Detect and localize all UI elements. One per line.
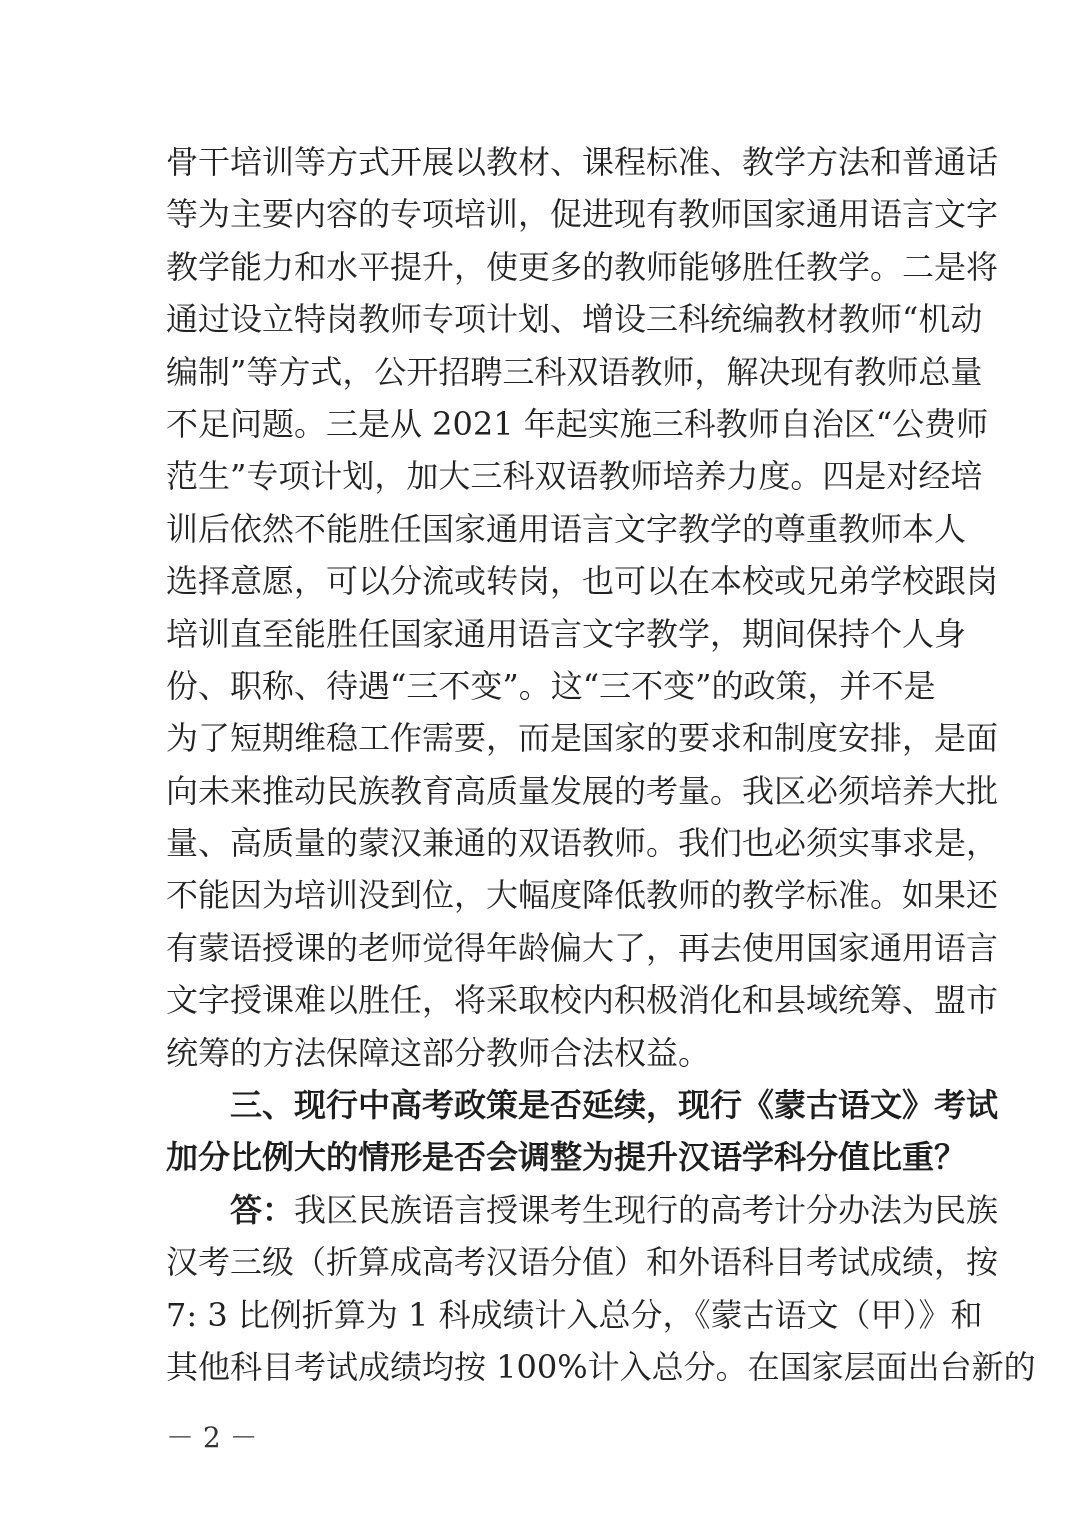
heading-text: 三、现行中高考政策是否延续，现行《蒙古语文》考试 (230, 1086, 999, 1125)
document-body (166, 136, 1036, 1393)
question-heading (166, 1079, 999, 1184)
text-line: 7: 3 比例折算为 1 科成绩计入总分，《蒙古语文（甲）》和 (166, 1295, 983, 1334)
text-line: 等为主要内容的专项培训，促进现有教师国家通用语言文字 (166, 195, 999, 234)
text-line: 范生”专项计划，加大三科双语教师培养力度。四是对经培 (166, 457, 983, 496)
text-line: 为了短期维稳工作需要，而是国家的要求和制度安排，是面 (166, 719, 999, 758)
text-line: 有蒙语授课的老师觉得年龄偏大了，再去使用国家通用语言 (166, 928, 999, 967)
text-line: 训后依然不能胜任国家通用语言文字教学的尊重教师本人 (166, 509, 967, 548)
text-line: 其他科目考试成绩均按 100%计入总分。在国家层面出台新的 (166, 1347, 1036, 1386)
text-line: 培训直至能胜任国家通用语言文字教学，期间保持个人身 (166, 614, 967, 653)
text-line: 向未来推动民族教育高质量发展的考量。我区必须培养大批 (166, 771, 999, 810)
text-line: 教学能力和水平提升，使更多的教师能够胜任教学。二是将 (166, 247, 999, 286)
heading-line (166, 1079, 999, 1131)
text-line: 文字授课难以胜任，将采取校内积极消化和县域统筹、盟市 (166, 981, 999, 1020)
paragraph-teacher-policy (166, 136, 999, 1079)
text-line: 量、高质量的蒙汉兼通的双语教师。我们也必须实事求是， (166, 824, 999, 863)
answer-paragraph (166, 1184, 1036, 1394)
text-line: 编制”等方式，公开招聘三科双语教师，解决现有教师总量 (166, 352, 983, 391)
answer-first-line (166, 1184, 999, 1236)
text-line: 不足问题。三是从 2021 年起实施三科教师自治区“公费师 (166, 404, 989, 443)
text-line: 统筹的方法保障这部分教师合法权益。 (166, 1033, 711, 1072)
page-number: － 2 － (166, 1421, 258, 1454)
answer-label: 答： (230, 1190, 295, 1229)
text-line: 汉考三级（折算成高考汉语分值）和外语科目考试成绩，按 (166, 1243, 999, 1282)
text-line: 通过设立特岗教师专项计划、增设三科统编教材教师“机动 (166, 300, 983, 339)
text-line: 不能因为培训没到位，大幅度降低教师的教学标准。如果还 (166, 876, 999, 915)
text-line: 骨干培训等方式开展以教材、课程标准、教学方法和普通话 (166, 143, 999, 181)
text-line: 选择意愿，可以分流或转岗，也可以在本校或兄弟学校跟岗 (166, 562, 999, 601)
heading-line: 加分比例大的情形是否会调整为提升汉语学科分值比重？ (166, 1138, 967, 1177)
text-line: 份、职称、待遇“三不变”。这“三不变”的政策，并不是 (166, 666, 936, 705)
answer-first-line-text: 我区民族语言授课考生现行的高考计分办法为民族 (294, 1190, 999, 1229)
